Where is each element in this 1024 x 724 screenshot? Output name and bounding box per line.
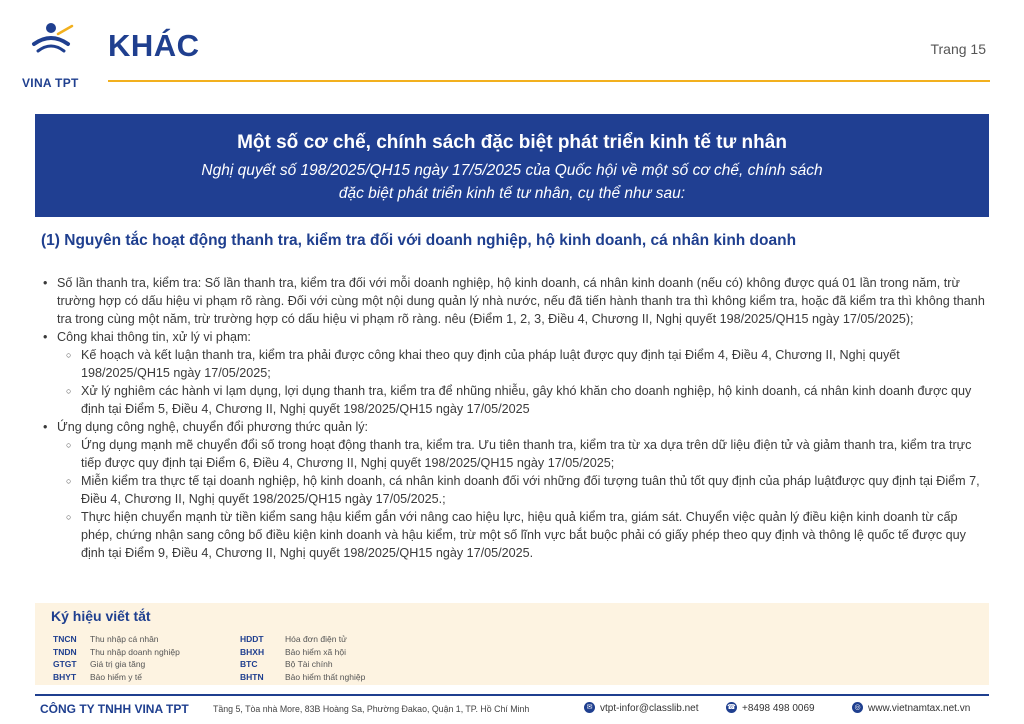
abbreviation-row [240, 629, 365, 642]
phone-icon: ☎ [727, 704, 736, 711]
list-item: • Công khai thông tin, xử lý vi phạm: [43, 328, 987, 346]
content-list [43, 274, 987, 562]
abbreviation-label: Bảo hiểm xã hội [285, 646, 346, 657]
sub-list-item: ○ Thực hiện chuyển mạnh từ tiền kiểm sang hậu kiểm gắn với nâng cao hiệu lực, hiệu quả kiểm tra, giám sát. Chuyển việc quản lý điều kiện kinh doanh từ cấp phép, chứng nhận sang công bố điều kiện kinh doanh và hậu kiểm, trừ một số lĩnh vực bắt buộc phải có giấy phép theo quy định và thông lệ quốc tế được quy định tại Điểm 9, Điều 4, Chương II, Nghị quyết 198/2025/QH15 ngày 17/05/2025. [43, 508, 987, 562]
globe-icon: ◎ [852, 702, 863, 713]
company-logo [22, 22, 86, 90]
abbreviations-title: Ký hiệu viết tắt [51, 608, 151, 624]
vina-tpt-logo-icon [28, 22, 74, 56]
abbreviation-label: Bảo hiểm y tế [90, 671, 142, 682]
abbreviation-label: Hóa đơn điện tử [285, 634, 347, 644]
footer-address: Tầng 5, Tòa nhà More, 83B Hoàng Sa, Phường Đakao, Quận 1, TP. Hồ Chí Minh [213, 704, 530, 714]
section-heading: (1) Nguyên tắc hoạt động thanh tra, kiểm tra đối với doanh nghiệp, hộ kinh doanh, cá nhân kinh doanh [41, 232, 797, 249]
abbreviation-code: BHXH [240, 646, 265, 657]
abbreviation-label: Bộ Tài chính [285, 659, 333, 669]
abbreviation-row [53, 629, 180, 642]
section-title: KHÁC [108, 28, 200, 63]
abbreviation-label: Giá trị gia tăng [90, 659, 146, 669]
list-item: • Số lần thanh tra, kiểm tra: Số lần thanh tra, kiểm tra đối với mỗi doanh nghiệp, hộ kinh doanh, cá nhân kinh doanh (nếu có) không được quá 01 lần trong năm, trừ trường hợp có dấu hiệu vi phạm rõ ràng. Đối với cùng một nội dung quản lý nhà nước, nếu đã tiến hành thanh tra thì không kiểm tra, hoặc đã kiểm tra thì không thanh tra trong cùng một năm, trừ trường hợp có dấu hiệu vi phạm rõ ràng. nêu (Điểm 1, 2, 3, Điều 4, Chương II, Nghị quyết 198/2025/QH15 ngày 17/05/2025); [43, 274, 987, 328]
footer-company-name: CÔNG TY TNHH VINA TPT [40, 702, 189, 716]
abbreviations-left-column [53, 629, 180, 682]
header-divider [108, 80, 990, 82]
abbreviation-row [53, 642, 180, 655]
title-banner [35, 114, 989, 217]
abbreviation-label: Thu nhập doanh nghiệp [90, 646, 180, 657]
sub-list-item: ○ Kế hoạch và kết luận thanh tra, kiểm tra phải được công khai theo quy định của pháp luật được quy định tại Điểm 4, Điều 4, Chương II, Nghị quyết 198/2025/QH15 ngày 17/05/2025; [43, 346, 987, 382]
abbreviation-row [53, 667, 180, 680]
footer-email-text: vtpt-infor@classlib.net [600, 703, 699, 714]
sub-list-item: ○ Ứng dụng mạnh mẽ chuyển đổi số trong hoạt động thanh tra, kiểm tra. Ưu tiên thanh tra, kiểm tra từ xa dựa trên dữ liệu điện tử và giảm thanh tra, kiểm tra trực tiếp được quy định tại Điểm 6, Điều 4, Chương II, Nghị quyết 198/2025/QH15 ngày 17/05/2025; [43, 436, 987, 472]
footer-divider [35, 694, 989, 696]
abbreviations-box [35, 603, 989, 685]
footer-phone-text: +8498 498 0069 [742, 703, 815, 714]
list-item: • Ứng dụng công nghệ, chuyển đổi phương thức quản lý: [43, 418, 987, 436]
abbreviation-code: BTC [240, 659, 258, 669]
page-header [0, 0, 1024, 96]
page-number: Trang 15 [930, 41, 986, 57]
abbreviation-row [240, 667, 365, 680]
email-icon: ✉ [584, 702, 595, 713]
banner-subtitle: Nghị quyết số 198/2025/QH15 ngày 17/5/2025 của Quốc hội về một số cơ chế, chính sách đặc biệt phát triển kinh tế tư nhân, cụ thể như sau: [201, 162, 823, 202]
sub-list-item: ○ Xử lý nghiêm các hành vi lạm dụng, lợi dụng thanh tra, kiểm tra để nhũng nhiễu, gây khó khăn cho doanh nghiệp, hộ kinh doanh, cá nhân kinh doanh được quy định tại Điểm 5, Điều 4, Chương II, Nghị quyết 198/2025/QH15 ngày 17/05/2025 [43, 382, 987, 418]
sub-list-item: ○ Miễn kiểm tra thực tế tại doanh nghiệp, hộ kinh doanh, cá nhân kinh doanh đối với những đối tượng tuân thủ tốt quy định của pháp luậtđược quy định tại Điểm 7, Điều 4, Chương II, Nghị quyết 198/2025/QH15 ngày 17/05/2025.; [43, 472, 987, 508]
footer-website[interactable] [852, 702, 970, 714]
footer-email[interactable] [584, 702, 699, 714]
footer-website-text: www.vietnamtax.net.vn [868, 703, 971, 714]
footer-phone[interactable] [726, 702, 815, 714]
abbreviation-label: Bảo hiểm thất nghiệp [285, 671, 366, 682]
logo-text: VINA TPT [22, 76, 79, 90]
abbreviation-code: GTGT [53, 659, 77, 669]
abbreviation-label: Thu nhập cá nhân [90, 634, 159, 644]
page-footer [40, 701, 984, 719]
abbreviations-right-column [240, 629, 366, 682]
abbreviation-code: TNDN [53, 646, 77, 657]
abbreviation-code: BHYT [53, 671, 77, 682]
banner-title: Một số cơ chế, chính sách đặc biệt phát triển kinh tế tư nhân [237, 132, 787, 153]
abbreviation-code: HDDT [240, 634, 264, 644]
abbreviation-code: BHTN [240, 671, 264, 682]
abbreviation-code: TNCN [53, 634, 77, 644]
abbreviation-row [240, 654, 365, 667]
